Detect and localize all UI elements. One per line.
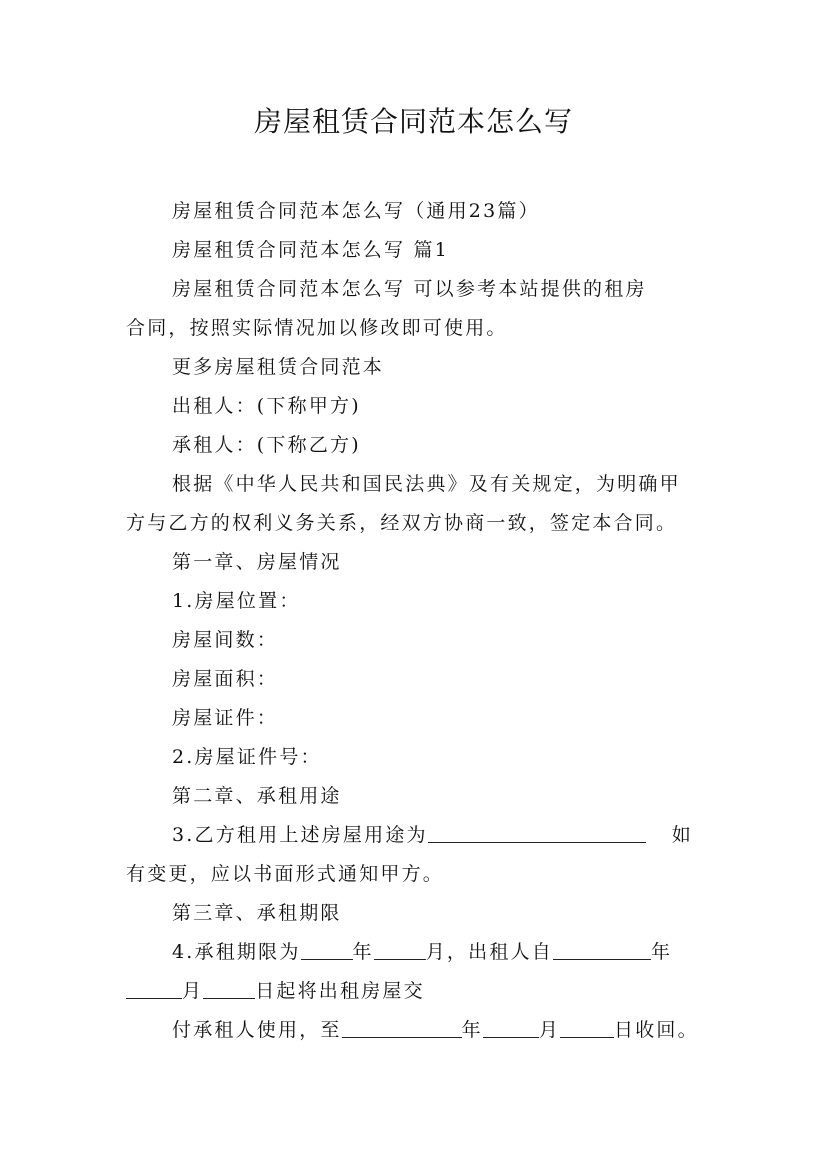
- text-segment: 月，出租人自: [425, 941, 553, 963]
- text-segment: 年: [461, 1019, 483, 1041]
- chapter-heading: 第二章、承租用途: [172, 785, 342, 807]
- fill-blank: [553, 939, 651, 960]
- paragraph-line: 更多房屋租赁合同范本: [172, 356, 385, 378]
- subtitle-line: 房屋租赁合同范本怎么写（通用23篇）: [172, 200, 540, 222]
- paragraph-line: [126, 1016, 762, 1044]
- text-segment: 3.乙方租用上述房屋用途为: [172, 824, 428, 846]
- fill-blank: [374, 939, 426, 960]
- section-heading: 房屋租赁合同范本怎么写 篇1: [172, 239, 449, 261]
- field-line: 1.房屋位置：: [172, 590, 301, 612]
- paragraph-line: [126, 821, 762, 849]
- text-segment: 年: [650, 941, 673, 963]
- chapter-heading: 第三章、承租期限: [172, 902, 342, 924]
- text-segment: 月: [182, 980, 204, 1002]
- fill-blank: [301, 939, 353, 960]
- fill-blank: [342, 1017, 462, 1038]
- fill-blank: [126, 978, 182, 999]
- field-line: 房屋面积：: [172, 668, 279, 690]
- field-line: 房屋间数：: [172, 629, 279, 651]
- lessee-line: 承租人：(下称乙方): [172, 434, 361, 456]
- field-line: 房屋证件：: [172, 707, 279, 729]
- paragraph-line: 合同，按照实际情况加以修改即可使用。: [126, 317, 508, 339]
- text-segment: 4.承租期限为: [172, 941, 301, 963]
- paragraph-line: 根据《中华人民共和国民法典》及有关规定，为明确甲: [172, 473, 681, 495]
- text-segment: 年: [352, 941, 374, 963]
- text-segment: 如: [671, 824, 693, 846]
- page-title: 房屋租赁合同范本怎么写: [253, 105, 573, 138]
- paragraph-line: [126, 938, 762, 966]
- chapter-heading: 第一章、房屋情况: [172, 551, 342, 573]
- lessor-line: 出租人：(下称甲方): [172, 395, 361, 417]
- fill-blank: [560, 1017, 614, 1038]
- field-line: 2.房屋证件号：: [172, 746, 322, 768]
- text-segment: 月: [538, 1019, 561, 1041]
- paragraph-line: 有变更，应以书面形式通知甲方。: [126, 863, 445, 885]
- paragraph-line: [126, 977, 716, 1005]
- text-segment: 付承租人使用，至: [172, 1019, 342, 1041]
- paragraph-line: 房屋租赁合同范本怎么写 可以参考本站提供的租房: [172, 278, 647, 300]
- fill-blank: [428, 822, 646, 843]
- fill-blank: [483, 1017, 539, 1038]
- fill-blank: [203, 978, 255, 999]
- text-segment: 日收回。: [614, 1019, 699, 1041]
- paragraph-line: 方与乙方的权利义务关系，经双方协商一致，签定本合同。: [126, 512, 678, 534]
- text-segment: 日起将出租房屋交: [255, 980, 425, 1002]
